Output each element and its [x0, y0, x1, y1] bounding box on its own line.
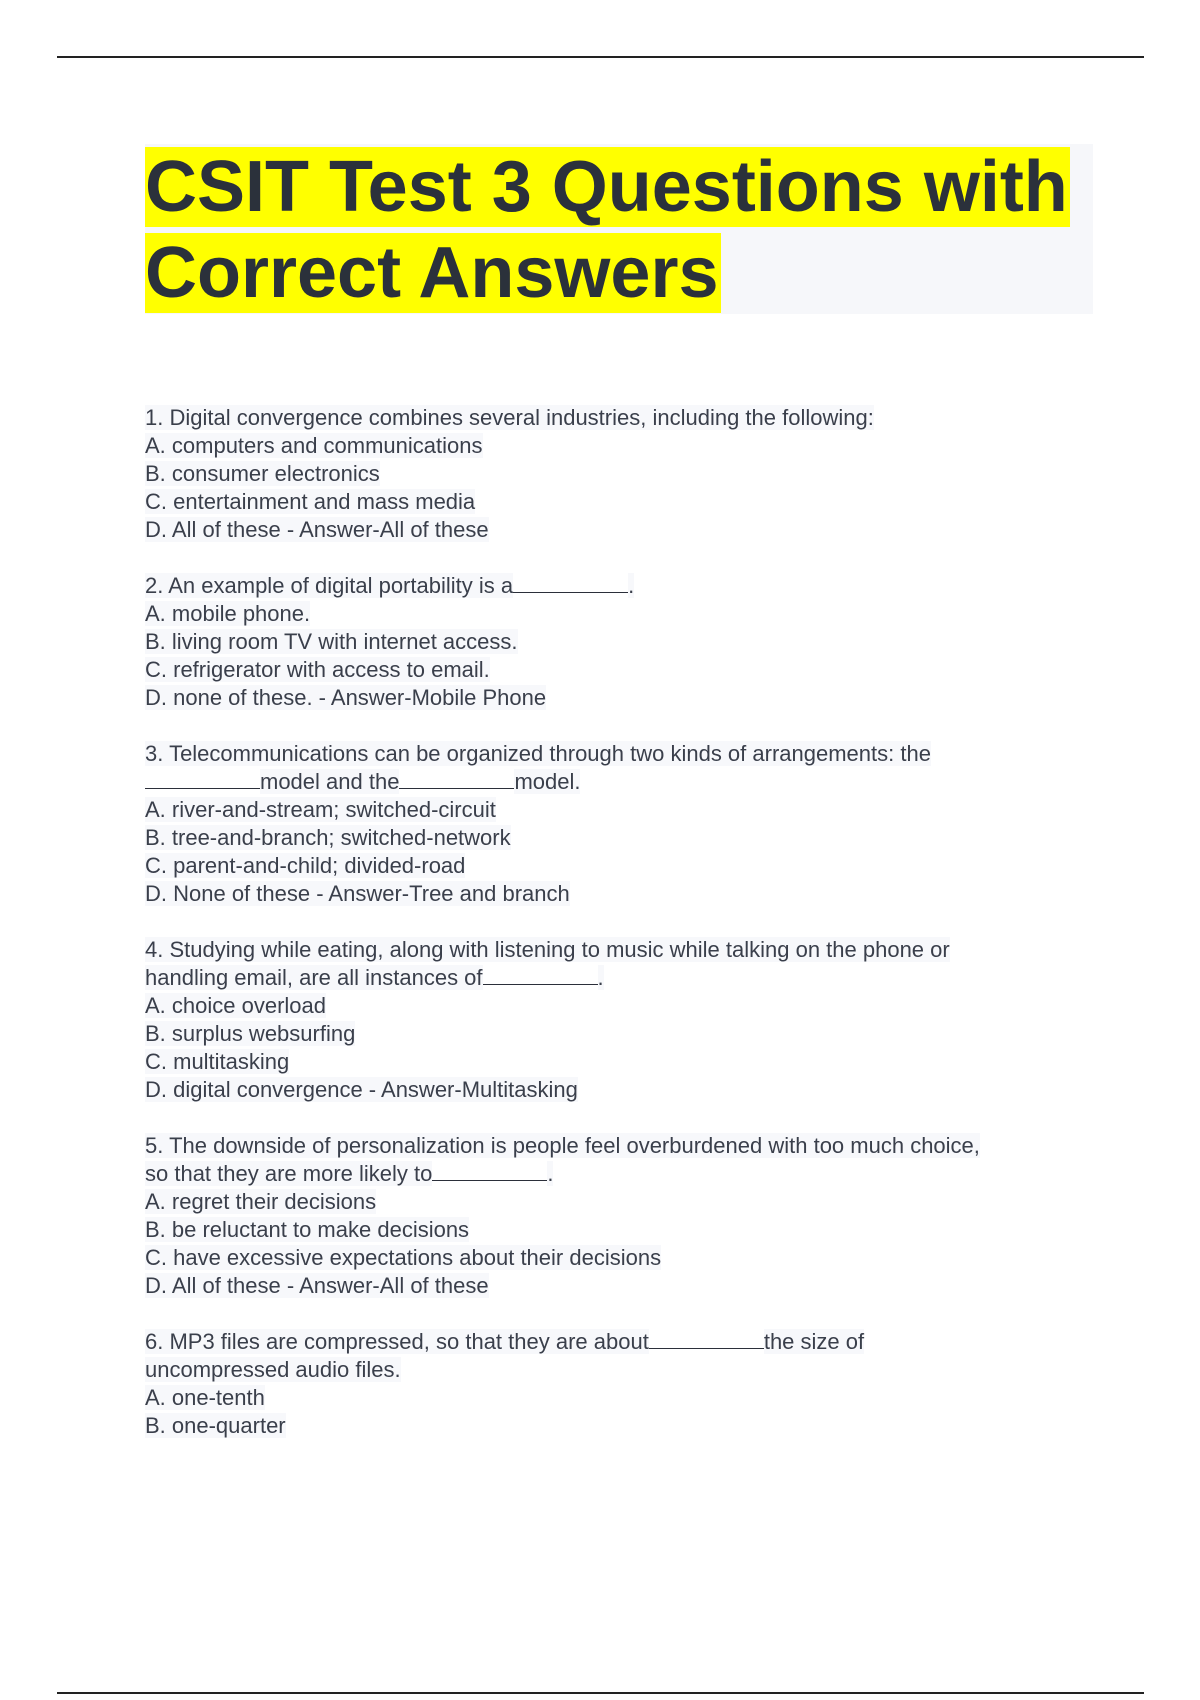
answer-option: B. surplus websurfing: [145, 1021, 356, 1046]
answer-option: A. mobile phone.: [145, 601, 311, 626]
title-line-1: CSIT Test 3 Questions with: [145, 147, 1068, 227]
answer-option: A. regret their decisions: [145, 1189, 377, 1214]
answer-option: B. living room TV with internet access.: [145, 629, 518, 654]
fill-in-blank: [649, 1328, 764, 1349]
answer-option: C. multitasking: [145, 1049, 290, 1074]
question-2: [145, 572, 1095, 712]
question-4: [145, 936, 1095, 1104]
answer-option-with-answer: D. None of these - Answer-Tree and branch: [145, 881, 570, 906]
question-stem: 6. MP3 files are compressed, so that they are about the size of: [145, 1329, 865, 1354]
answer-option: A. choice overload: [145, 993, 326, 1018]
title-block: [145, 144, 1093, 314]
answer-option-with-answer: D. digital convergence - Answer-Multitasking: [145, 1077, 578, 1102]
fill-in-blank: [145, 768, 260, 789]
question-stem-continued: model and the model.: [145, 768, 1095, 796]
fill-in-blank: [399, 768, 514, 789]
answer-option: B. tree-and-branch; switched-network: [145, 825, 511, 850]
question-stem-continued: handling email, are all instances of .: [145, 965, 604, 990]
question-stem-continued: uncompressed audio files.: [145, 1357, 401, 1382]
answer-option-with-answer: D. none of these. - Answer-Mobile Phone: [145, 685, 547, 710]
answer-option: C. parent-and-child; divided-road: [145, 853, 466, 878]
answer-option: B. one-quarter: [145, 1413, 286, 1438]
document-title: [145, 144, 1093, 316]
fill-in-blank: [483, 964, 598, 985]
answer-option: C. have excessive expectations about their decisions: [145, 1245, 662, 1270]
question-stem: 1. Digital convergence combines several industries, including the following:: [145, 405, 874, 430]
question-stem: 4. Studying while eating, along with listening to music while talking on the phone or: [145, 937, 950, 962]
question-stem: 2. An example of digital portability is a .: [145, 573, 635, 598]
answer-option-with-answer: D. All of these - Answer-All of these: [145, 1273, 489, 1298]
question-5: [145, 1132, 1095, 1300]
answer-option: C. entertainment and mass media: [145, 489, 476, 514]
top-rule: [57, 56, 1144, 58]
question-stem-continued: so that they are more likely to .: [145, 1161, 554, 1186]
title-line-2: Correct Answers: [145, 233, 719, 313]
answer-option: A. one-tenth: [145, 1385, 265, 1410]
question-stem: 3. Telecommunications can be organized through two kinds of arrangements: the: [145, 741, 931, 766]
question-stem: 5. The downside of personalization is people feel overburdened with too much choice,: [145, 1133, 980, 1158]
question-1: [145, 404, 1095, 544]
question-6: [145, 1328, 1095, 1440]
answer-option-with-answer: D. All of these - Answer-All of these: [145, 517, 489, 542]
question-list: [145, 404, 1095, 1468]
answer-option: A. river-and-stream; switched-circuit: [145, 797, 496, 822]
bottom-rule: [57, 1692, 1144, 1694]
fill-in-blank: [432, 1160, 547, 1181]
answer-option: B. consumer electronics: [145, 461, 380, 486]
question-3: [145, 740, 1095, 908]
answer-option: B. be reluctant to make decisions: [145, 1217, 470, 1242]
fill-in-blank: [513, 572, 628, 593]
answer-option: C. refrigerator with access to email.: [145, 657, 490, 682]
answer-option: A. computers and communications: [145, 433, 483, 458]
